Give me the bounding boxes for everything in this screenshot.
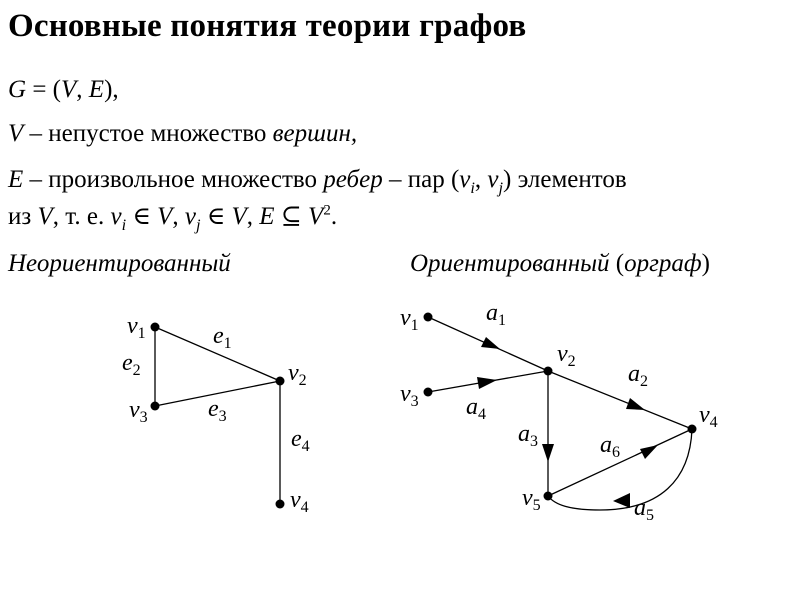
vertex-label-v3: $v_3$ xyxy=(129,397,148,426)
vertex-label-v4: $v_4$ xyxy=(699,402,718,431)
vertex-v3 xyxy=(151,402,160,411)
vertex-label-v2: $v_2$ xyxy=(288,360,307,389)
vertices-definition: V – непустое множество вершин, xyxy=(8,120,358,147)
slide-title: Основные понятия теории графов xyxy=(8,8,527,44)
arrowhead-a3 xyxy=(542,444,554,462)
arrowhead-a4 xyxy=(477,377,497,389)
arc-label-a6: $a_6$ xyxy=(600,432,620,461)
arc-label-a3: $a_3$ xyxy=(518,421,538,450)
arc-label-a4: $a_4$ xyxy=(466,394,486,423)
vertex-v2 xyxy=(544,367,553,376)
vertex-v4 xyxy=(688,425,697,434)
edge-label-e2: $e_2$ xyxy=(122,350,141,379)
arc-label-a2: $a_2$ xyxy=(628,361,648,390)
vertex-v5 xyxy=(544,492,553,501)
vertex-v3 xyxy=(424,388,433,397)
edges-definition-continued: из V, т. е. $v_i$ ∈ V, $v_j$ ∈ V, E ⊆ $V^2$. xyxy=(8,202,338,234)
arc-label-a5: $a_5$ xyxy=(634,495,654,524)
vertex-label-v5: $v_5$ xyxy=(522,485,541,514)
vertex-label-v2: $v_2$ xyxy=(557,341,576,370)
edge-label-e4: $e_4$ xyxy=(291,426,310,455)
edge-label-e3: $e_3$ xyxy=(208,396,227,425)
edge-label-e1: $e_1$ xyxy=(213,323,232,352)
undirected-heading: Неориентированный xyxy=(8,250,231,277)
directed-heading: Ориентированный (орграф) xyxy=(410,250,710,277)
arc-label-a1: $a_1$ xyxy=(486,300,506,329)
arrowhead-a2 xyxy=(626,398,645,410)
vertex-v2 xyxy=(276,377,285,386)
vertex-v1 xyxy=(151,323,160,332)
arc-a2 xyxy=(548,371,692,429)
vertex-label-v4: $v_4$ xyxy=(290,487,309,516)
vertex-label-v1: $v_1$ xyxy=(400,305,419,334)
edges-definition: E – произвольное множество ребер – пар ($v_i$, $v_j$) элементов xyxy=(8,166,627,197)
arrowhead-a6 xyxy=(640,445,658,459)
graph-definition: G = (V, E), xyxy=(8,76,119,103)
vertex-label-v1: $v_1$ xyxy=(127,313,146,342)
vertex-label-v3: $v_3$ xyxy=(400,381,419,410)
arrowhead-a5 xyxy=(613,493,630,508)
arrowhead-a1 xyxy=(481,337,500,349)
vertex-v4 xyxy=(276,500,285,509)
vertex-v1 xyxy=(424,313,433,322)
